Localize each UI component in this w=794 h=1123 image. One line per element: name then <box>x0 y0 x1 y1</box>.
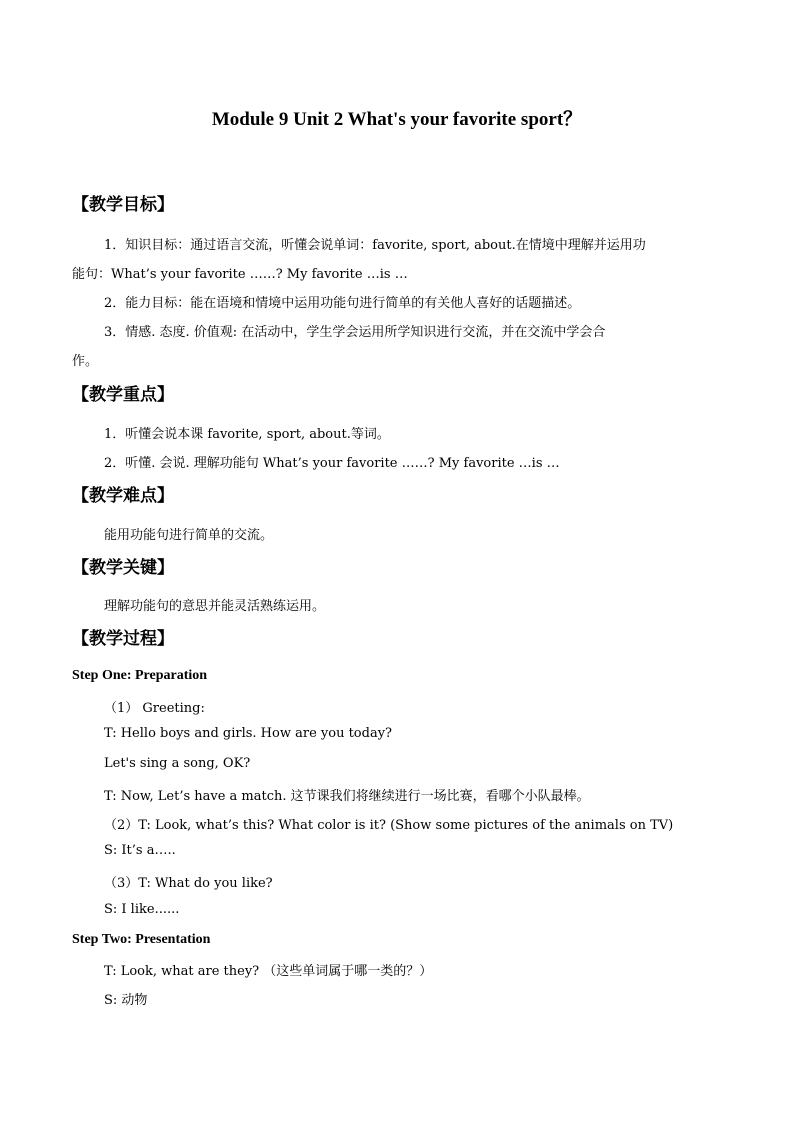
document-title: Module 9 Unit 2 What's your favorite sport？ <box>211 109 583 130</box>
step-one-line-7: （3）T: What do you like? <box>104 876 273 891</box>
step-one-title: Step One: Preparation <box>72 668 208 683</box>
step-one-line-4: T: Now, Let’s have a match. 这节课我们将继续进行一场比赛，看哪个小队最棒。 <box>104 789 590 804</box>
step-one-line-5: （2）T: Look, what’s this? What color is it? (Show some pictures of the animals on TV) <box>104 818 674 833</box>
key-point-1: 1．听懂会说本课 favorite, sport, about.等词。 <box>104 427 390 442</box>
goals-item-1-cont: 能句：What’s your favorite ……? My favorite …is … <box>72 267 408 282</box>
step-one-line-1: （1） Greeting: <box>104 701 205 716</box>
step-one-line-3: Let's sing a song, OK? <box>104 756 251 771</box>
step-two-line-2: S: 动物 <box>104 993 148 1008</box>
difficulties-text: 能用功能句进行简单的交流。 <box>104 528 274 543</box>
step-two-title: Step Two: Presentation <box>72 932 211 947</box>
step-two-line-1: T: Look, what are they? （这些单词属于哪一类的？） <box>104 964 433 979</box>
key-point-2: 2．听懂. 会说. 理解功能句 What’s your favorite ……? My favorite …is … <box>104 456 560 471</box>
goals-item-1: 1．知识目标：通过语言交流，听懂会说单词：favorite, sport, about.在情境中理解并运用功 <box>104 238 646 253</box>
goals-heading: 【教学目标】 <box>72 195 174 215</box>
keys-heading: 【教学关键】 <box>72 558 174 578</box>
difficulties-heading: 【教学难点】 <box>72 486 174 506</box>
goals-item-2: 2．能力目标：能在语境和情境中运用功能句进行简单的有关他人喜好的话题描述。 <box>104 296 581 311</box>
process-heading: 【教学过程】 <box>72 629 174 649</box>
step-one-line-2: T: Hello boys and girls. How are you today? <box>104 726 393 741</box>
keys-text: 理解功能句的意思并能灵活熟练运用。 <box>104 599 326 614</box>
step-one-line-6: S: It’s a….. <box>104 843 176 858</box>
key-points-heading: 【教学重点】 <box>72 385 174 405</box>
step-one-line-8: S: I like...... <box>104 902 180 917</box>
goals-item-3-cont: 作。 <box>72 354 99 369</box>
goals-item-3: 3．情感. 态度. 价值观: 在活动中，学生学会运用所学知识进行交流，并在交流中学会合 <box>104 325 606 340</box>
